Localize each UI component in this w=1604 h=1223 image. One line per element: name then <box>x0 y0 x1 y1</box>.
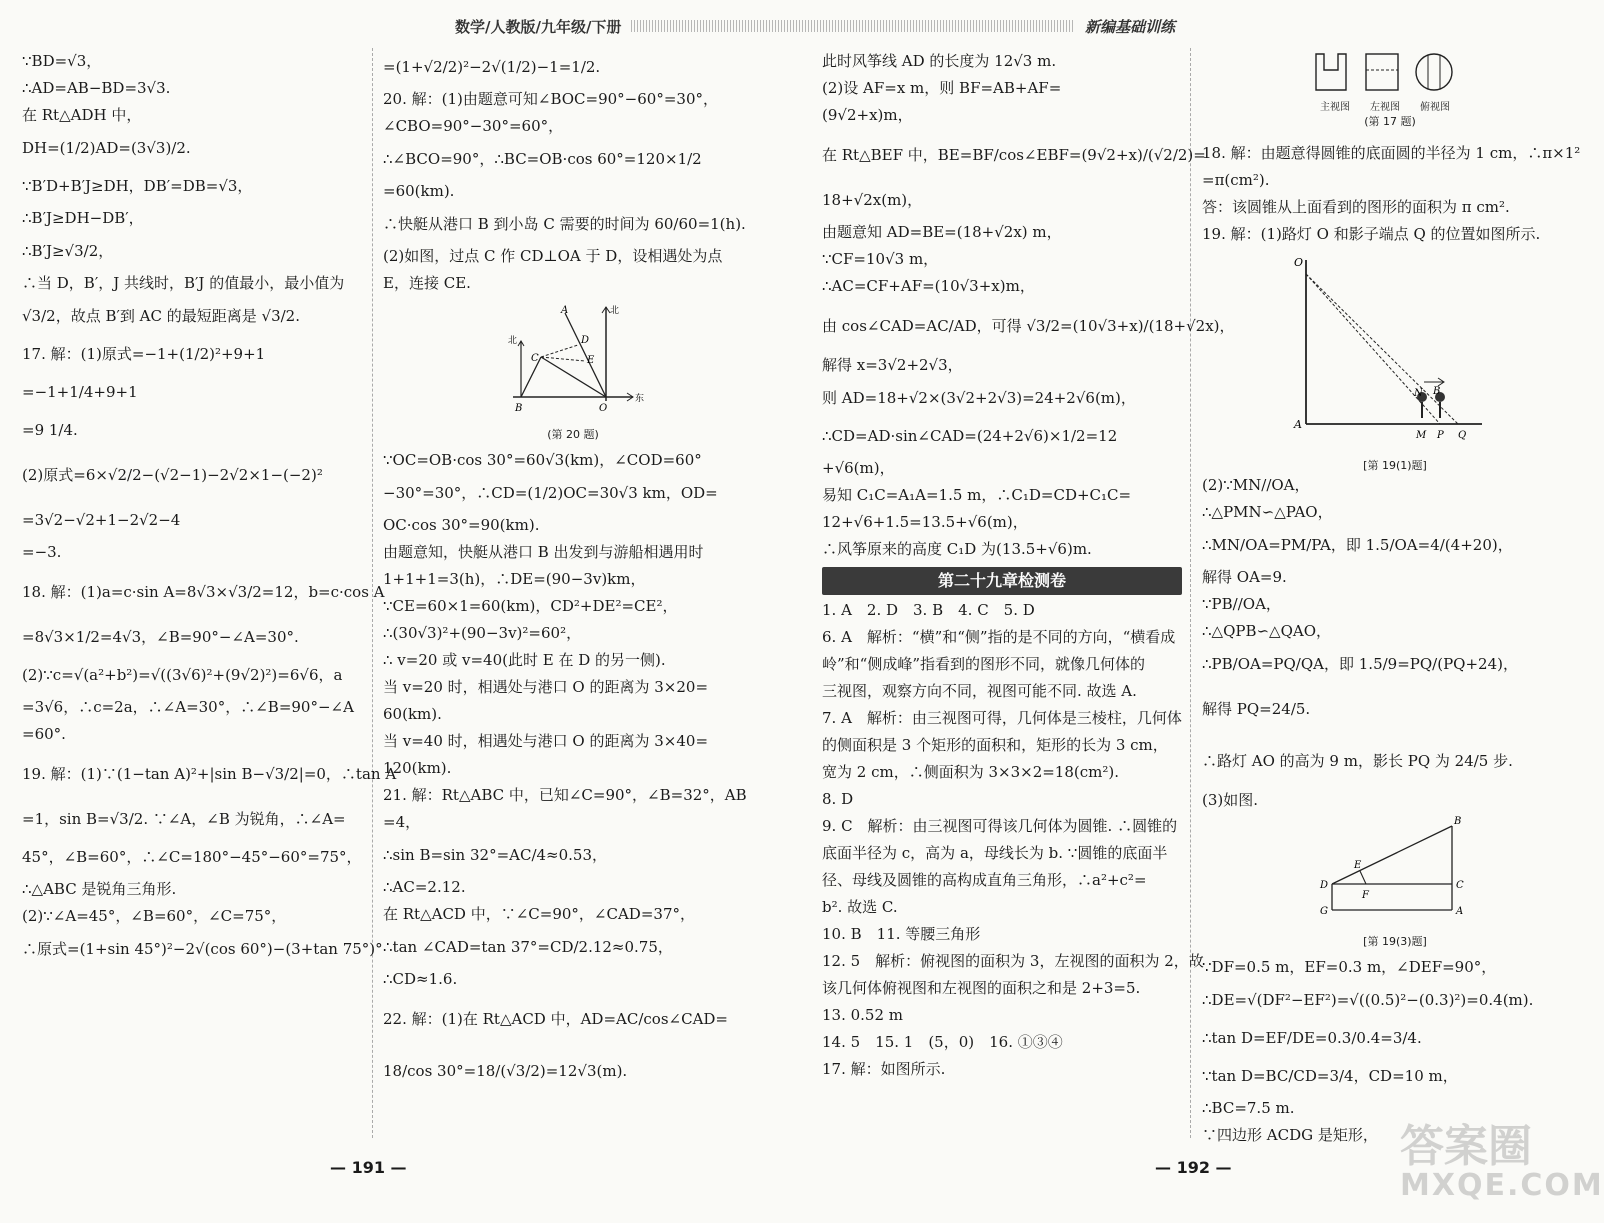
column-divider <box>1190 48 1191 1138</box>
fig20-label: E <box>587 355 595 366</box>
text-line: (2)设 AF=x m，则 BF=AB+AF= <box>822 79 1062 97</box>
text-line: 18+√2x(m)， <box>822 191 923 209</box>
text-line: 易知 C₁C=A₁A=1.5 m，∴C₁D=CD+C₁C= <box>822 486 1132 504</box>
fig193-label: G <box>1320 906 1328 917</box>
text-line: ∴△ABC 是锐角三角形. <box>22 880 177 898</box>
text-line: 底面半径为 c，高为 a，母线长为 b. ∵圆锥的底面半 <box>822 844 1168 862</box>
text-line: 由 cos∠CAD=AC/AD，可得 √3/2=(10√3+x)/(18+√2x)， <box>822 317 1235 335</box>
text-line: 19. 解：(1)路灯 O 和影子端点 Q 的位置如图所示. <box>1202 225 1541 243</box>
text-line: −30°=30°，∴CD=(1/2)OC=30√3 km，OD= <box>383 484 718 502</box>
figure-19-1-slot <box>1202 248 1567 472</box>
fig193-label: D <box>1320 880 1329 891</box>
fig20-label: C <box>531 353 539 364</box>
column-4 <box>1202 140 1581 1149</box>
text-line: 22. 解：(1)在 Rt△ACD 中，AD=AC/cos∠CAD= <box>383 1010 728 1028</box>
text-line: 19. 解：(1)∵(1−tan A)²+|sin B−√3/2|=0，∴tan A <box>22 765 397 783</box>
text-line: ∴△QPB∽△QAO， <box>1202 622 1332 640</box>
text-line: 解得 PQ=24/5. <box>1202 700 1311 718</box>
column-2 <box>383 48 747 1097</box>
fig193-label: E <box>1354 860 1362 871</box>
text-line: 8. D <box>822 790 854 808</box>
text-line: 9. C 解析：由三视图可得该几何体为圆锥. ∴圆锥的 <box>822 817 1178 835</box>
text-line: ∴∠BCO=90°，∴BC=OB·cos 60°=120×1/2 <box>383 150 702 168</box>
watermark-url: MXQE.COM <box>1400 1168 1604 1203</box>
text-line: 17. 解：如图所示. <box>822 1060 946 1078</box>
text-line: ∵tan D=BC/CD=3/4，CD=10 m， <box>1202 1067 1458 1085</box>
text-line: 三视图，观察方向不同，视图可能不同. 故选 A. <box>822 682 1137 700</box>
figure-20 <box>503 301 643 419</box>
text-line: 解得 OA=9. <box>1202 568 1287 586</box>
text-line: √3/2，故点 B′到 AC 的最短距离是 √3/2. <box>22 307 300 325</box>
text-line: +√6(m)， <box>822 459 895 477</box>
text-line: =π(cm²). <box>1202 171 1270 189</box>
fig193-label: B <box>1454 816 1462 827</box>
text-line: 则 AD=18+√2×(3√2+2√3)=24+2√6(m)， <box>822 389 1136 407</box>
text-line: 在 Rt△ACD 中，∵∠C=90°，∠CAD=37°， <box>383 905 695 923</box>
figure-caption: [第 19(1)题] <box>1363 459 1427 472</box>
text-line: 18. 解：(1)a=c·sin A=8√3×√3/2=12，b=c·cos A <box>22 583 385 601</box>
text-line: 18/cos 30°=18/(√3/2)=12√3(m). <box>383 1062 628 1080</box>
fig20-label: 北 <box>610 306 620 316</box>
text-line: ∵PB//OA， <box>1202 595 1281 613</box>
text-line: =−1+1/4+9+1 <box>22 383 138 401</box>
figure-17-views <box>1310 50 1470 98</box>
text-line: =8√3×1/2=4√3，∠B=90°−∠A=30°. <box>22 628 299 646</box>
text-line: 45°，∠B=60°，∴∠C=180°−45°−60°=75°， <box>22 848 362 866</box>
page-number-right: — 192 — <box>1155 1158 1232 1177</box>
text-line: 18. 解：由题意得圆锥的底面圆的半径为 1 cm，∴π×1² <box>1202 144 1581 162</box>
view-label: 俯视图 <box>1420 102 1450 113</box>
text-line: ∵B′D+B′J≥DH，DB′=DB=√3， <box>22 177 253 195</box>
text-line: ∴B′J≥√3/2， <box>22 242 114 260</box>
text-line: ∴MN/OA=PM/PA，即 1.5/OA=4/(4+20)， <box>1202 536 1513 554</box>
text-line: 17. 解：(1)原式=−1+(1/2)²+9+1 <box>22 345 266 363</box>
fig20-label: B <box>515 403 523 414</box>
text-line: 6. A 解析：“横”和“侧”指的是不同的方向，“横看成 <box>822 628 1176 646</box>
text-line: ∵OC=OB·cos 30°=60√3(km)，∠COD=60° <box>383 451 702 469</box>
text-line: =60°. <box>22 725 66 743</box>
fig19-label: B <box>1433 386 1441 397</box>
text-line: 当 v=40 时，相遇处与港口 O 的距离为 3×40= <box>383 732 709 750</box>
text-line: ∴△PMN∽△PAO， <box>1202 503 1333 521</box>
header-brand: 新编基础训练 <box>1084 17 1175 36</box>
header-title: 数学/人教版/九年级/下册 <box>455 17 622 36</box>
text-line: (3)如图. <box>1202 791 1259 809</box>
text-line: ∴AD=AB−BD=3√3. <box>22 79 171 97</box>
text-line: ∴B′J≥DH−DB′， <box>22 209 144 227</box>
text-line: =1，sin B=√3/2. ∵∠A，∠B 为锐角，∴∠A= <box>22 810 346 828</box>
fig20-label: A <box>561 305 569 316</box>
text-line: OC·cos 30°=90(km). <box>383 516 540 534</box>
text-line: (2)∵c=√(a²+b²)=√((3√6)²+(9√2)²)=6√6，a <box>22 666 343 684</box>
text-line: 解得 x=3√2+2√3， <box>822 356 963 374</box>
watermark-text: 答案圈 <box>1400 1121 1532 1172</box>
figure-caption: (第 17 题) <box>1364 115 1416 128</box>
text-line: 12. 5 解析：俯视图的面积为 3，左视图的面积为 2，故 <box>822 952 1204 970</box>
page-header <box>455 14 1175 38</box>
header-decoration <box>631 20 1075 32</box>
text-line: 该几何体俯视图和左视图的面积之和是 2+3=5. <box>822 979 1141 997</box>
fig20-label: 北 <box>508 336 518 346</box>
fig20-label: D <box>581 335 590 346</box>
text-line: 21. 解：Rt△ABC 中，已知∠C=90°，∠B=32°，AB <box>383 786 747 804</box>
fig19-label: N <box>1414 388 1423 399</box>
fig20-label: 东 <box>635 394 645 404</box>
view-label: 左视图 <box>1370 102 1400 113</box>
text-line: =4， <box>383 813 421 831</box>
fig19-label: A <box>1294 418 1302 431</box>
text-line: (2)原式=6×√2/2−(√2−1)−2√2×1−(−2)² <box>22 466 323 484</box>
text-line: =9 1/4. <box>22 421 78 439</box>
view-label: 主视图 <box>1320 102 1350 113</box>
fig19-label: M <box>1416 430 1427 441</box>
figure-caption: [第 19(3)题] <box>1363 935 1427 948</box>
text-line: ∴ v=20 或 v=40(此时 E 在 D 的另一侧). <box>383 651 666 669</box>
text-line: ∴CD≈1.6. <box>383 970 458 988</box>
text-line: DH=(1/2)AD=(3√3)/2. <box>22 139 191 157</box>
text-line: ∴DE=√(DF²−EF²)=√((0.5)²−(0.3)²)=0.4(m). <box>1202 991 1534 1009</box>
text-line: 14. 5 15. 1 (5，0) 16. ①③④ <box>822 1033 1063 1051</box>
text-line: ∴风筝原来的高度 C₁D 为(13.5+√6)m. <box>822 540 1092 558</box>
text-line: 在 Rt△BEF 中，BE=BF/cos∠EBF=(9√2+x)/(√2/2)= <box>822 146 1206 164</box>
text-line: =60(km). <box>383 182 455 200</box>
fig193-label: C <box>1456 880 1464 891</box>
text-line: ∴快艇从港口 B 到小岛 C 需要的时间为 60/60=1(h). <box>383 215 746 233</box>
text-line: =−3. <box>22 543 62 561</box>
text-line: =3√6，∴c=2a，∴∠A=30°，∴∠B=90°−∠A <box>22 698 354 716</box>
text-line: (2)∵∠A=45°，∠B=60°，∠C=75°， <box>22 907 287 925</box>
text-line: 120(km). <box>383 759 452 777</box>
text-line: 12+√6+1.5=13.5+√6(m)， <box>822 513 1028 531</box>
text-line: 此时风筝线 AD 的长度为 12√3 m. <box>822 52 1057 70</box>
figure-19-3-slot <box>1202 814 1567 954</box>
text-line: ∴BC=7.5 m. <box>1202 1099 1295 1117</box>
text-line: ∵CE=60×1=60(km)，CD²+DE²=CE²， <box>383 597 678 615</box>
text-line: 当 v=20 时，相遇处与港口 O 的距离为 3×20= <box>383 678 709 696</box>
text-line: ∵BD=√3， <box>22 52 102 70</box>
text-line: ∵四边形 ACDG 是矩形， <box>1202 1126 1378 1144</box>
text-line: b². 故选 C. <box>822 898 898 916</box>
text-line: 1. A 2. D 3. B 4. C 5. D <box>822 601 1035 619</box>
text-line: ∴路灯 AO 的高为 9 m，影长 PQ 为 24/5 步. <box>1202 752 1513 770</box>
text-line: E，连接 CE. <box>383 274 471 292</box>
text-line: 7. A 解析：由三视图可得，几何体是三棱柱，几何体 <box>822 709 1182 727</box>
text-line: ∴AC=2.12. <box>383 878 466 896</box>
text-line: ∴AC=CF+AF=(10√3+x)m， <box>822 277 1035 295</box>
text-line: ∴当 D，B′，J 共线时，B′J 的值最小，最小值为 <box>22 274 345 292</box>
watermark <box>1400 1110 1604 1210</box>
fig19-label: Q <box>1458 430 1467 441</box>
fig193-label: A <box>1456 906 1464 917</box>
text-line: 20. 解：(1)由题意可知∠BOC=90°−60°=30°， <box>383 90 718 108</box>
figure-19-3 <box>1312 814 1472 924</box>
text-line: ∴tan D=EF/DE=0.3/0.4=3/4. <box>1202 1029 1422 1047</box>
text-line: 的侧面积是 3 个矩形的面积和，矩形的长为 3 cm， <box>822 736 1168 754</box>
text-line: =3√2−√2+1−2√2−4 <box>22 511 181 529</box>
section-heading: 第二十九章检测卷 <box>822 567 1182 595</box>
text-line: ∴CD=AD·sin∠CAD=(24+2√6)×1/2=12 <box>822 427 1118 445</box>
figure-caption: (第 20 题) <box>547 428 599 441</box>
page-number-left: — 191 — <box>330 1158 407 1177</box>
text-line: (2)如图，过点 C 作 CD⊥OA 于 D，设相遇处为点 <box>383 247 723 265</box>
text-line: 岭”和“侧成峰”指看到的图形不同，就像几何体的 <box>822 655 1146 673</box>
column-1 <box>22 48 397 968</box>
text-line: 在 Rt△ADH 中， <box>22 106 142 124</box>
fig19-label: O <box>1294 256 1304 269</box>
figure-17 <box>1310 50 1470 129</box>
text-line: 13. 0.52 m <box>822 1006 904 1024</box>
text-line: ∠CBO=90°−30°=60°， <box>383 117 564 135</box>
text-line: ∵CF=10√3 m， <box>822 250 939 268</box>
text-line: ∴原式=(1+sin 45°)²−2√(cos 60°)−(3+tan 75°)° <box>22 940 383 958</box>
text-line: ∴sin B=sin 32°=AC/4≈0.53， <box>383 846 608 864</box>
fig20-label: O <box>599 403 608 414</box>
text-line: (9√2+x)m， <box>822 106 913 124</box>
text-line: 答：该圆锥从上面看到的图形的面积为 π cm². <box>1202 198 1510 216</box>
text-line: ∴tan ∠CAD=tan 37°=CD/2.12≈0.75， <box>383 938 673 956</box>
text-line: 1+1+1=3(h)，∴DE=(90−3v)km， <box>383 570 646 588</box>
text-line: ∴(30√3)²+(90−3v)²=60²， <box>383 624 582 642</box>
figure-19-1 <box>1290 252 1490 442</box>
text-line: (2)∵MN//OA， <box>1202 476 1310 494</box>
text-line: ∴PB/OA=PQ/QA，即 1.5/9=PQ/(PQ+24)， <box>1202 655 1518 673</box>
text-line: 由题意知 AD=BE=(18+√2x) m， <box>822 223 1062 241</box>
text-line: =(1+√2/2)²−2√(1/2)−1=1/2. <box>383 58 601 76</box>
fig19-label: P <box>1437 430 1444 441</box>
text-line: 由题意知，快艇从港口 B 出发到与游船相遇用时 <box>383 543 704 561</box>
figure-20-slot <box>383 297 743 447</box>
text-line: 60(km). <box>383 705 442 723</box>
text-line: ∵DF=0.5 m，EF=0.3 m，∠DEF=90°， <box>1202 958 1497 976</box>
text-line: 径、母线及圆锥的高构成直角三角形，∴a²+c²= <box>822 871 1147 889</box>
fig193-label: F <box>1362 890 1369 901</box>
text-line: 10. B 11. 等腰三角形 <box>822 925 981 943</box>
text-line: 宽为 2 cm，∴侧面积为 3×3×2=18(cm²). <box>822 763 1120 781</box>
